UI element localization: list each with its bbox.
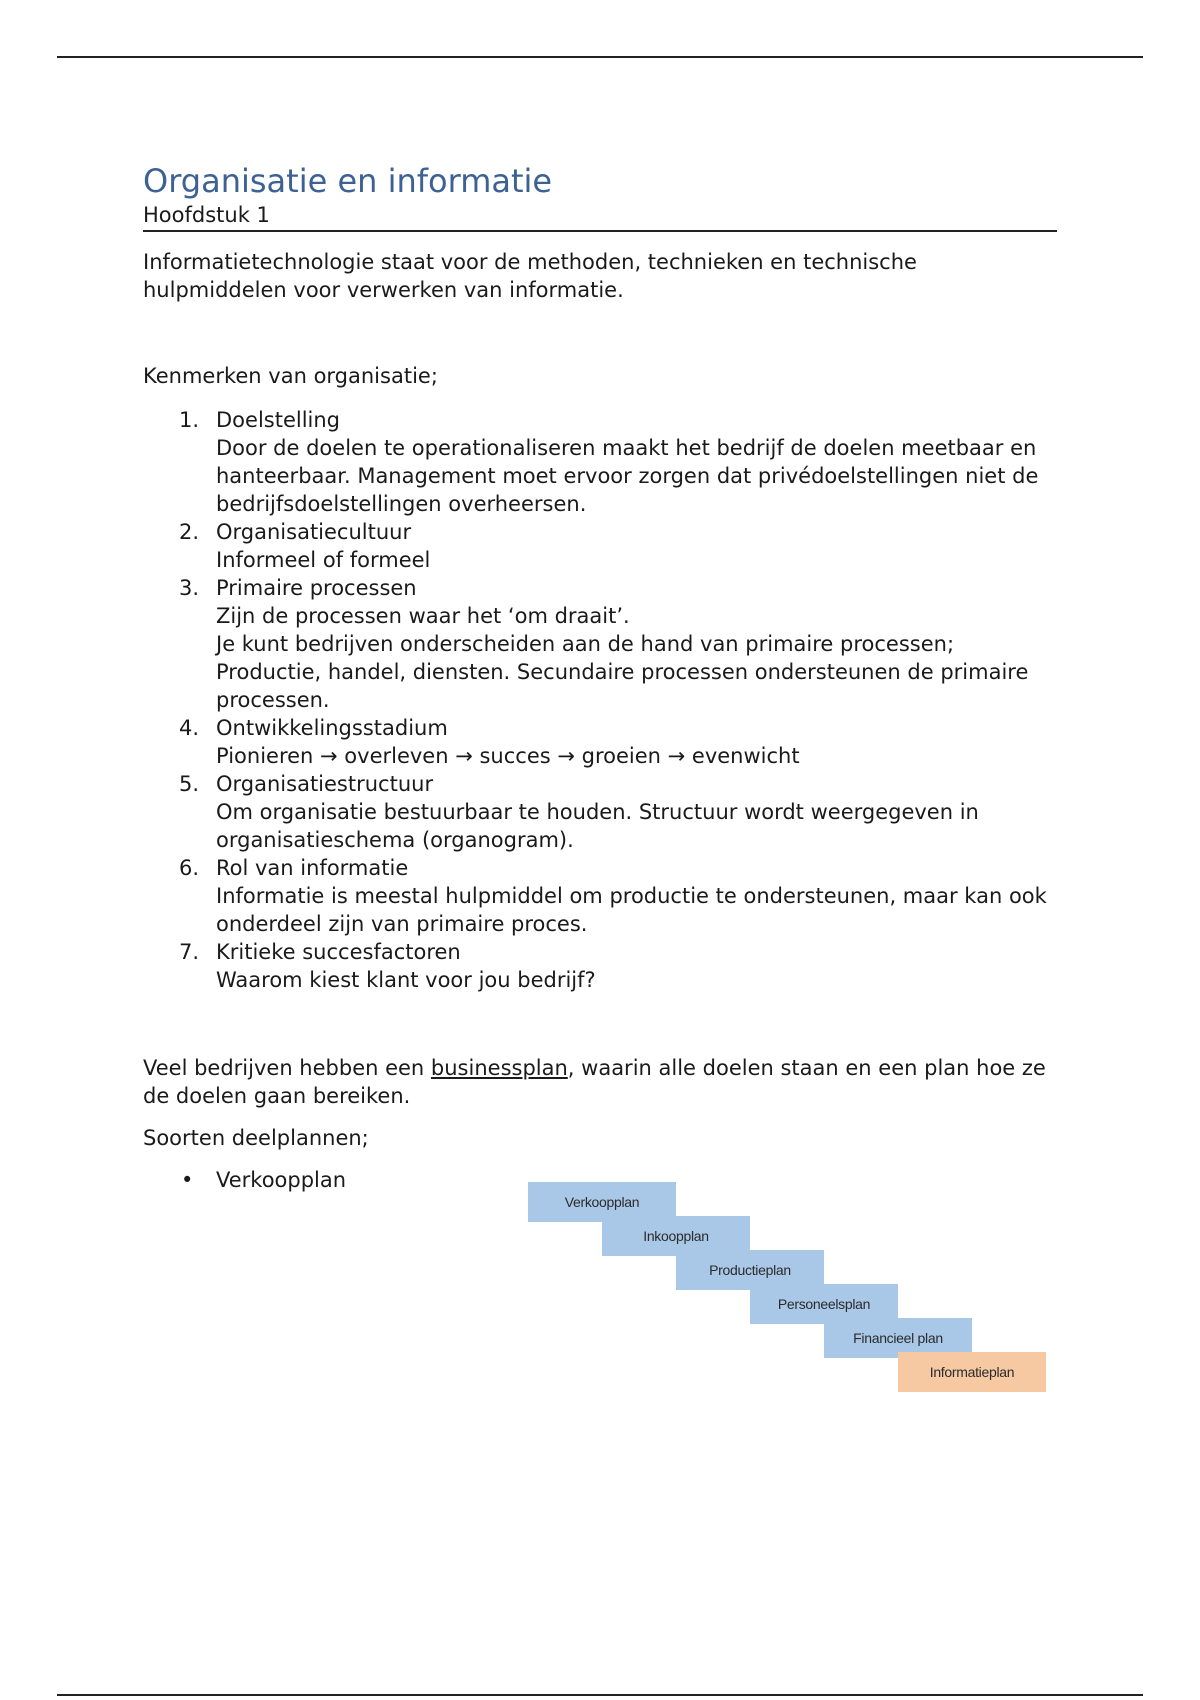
list-item-text: Door de doelen te operationaliseren maakt het bedrijf de doelen meetbaar en hanteerbaar. Management moet ervoor zorgen dat privédoelstellingen niet de bedrijfsdoelstellingen overheersen. — [216, 436, 1039, 516]
list-item — [143, 714, 1057, 770]
list-number: 2. — [179, 520, 200, 544]
intro-paragraph: Informatietechnologie staat voor de methoden, technieken en technische hulpmiddelen voor verwerken van informatie. — [143, 250, 917, 302]
list-item-text: Informatie is meestal hulpmiddel om productie te ondersteunen, maar kan ook onderdeel zijn van primaire proces. — [216, 884, 1047, 936]
plan-box-informatieplan: Informatieplan — [898, 1352, 1046, 1392]
list-item — [143, 938, 1057, 994]
list-item-title: Rol van informatie — [216, 856, 409, 880]
deelplannen-diagram — [528, 1182, 1048, 1398]
list-item-title: Primaire processen — [216, 576, 417, 600]
businessplan-text-pre: Veel bedrijven hebben een — [143, 1056, 431, 1080]
kenmerken-list — [143, 406, 1057, 994]
chapter-subtitle: Hoofdstuk 1 — [143, 202, 1057, 232]
list-number: 7. — [179, 940, 200, 964]
document-body — [143, 162, 1057, 1196]
list-item-text: Waarom kiest klant voor jou bedrijf? — [216, 968, 596, 992]
plan-box-productieplan: Productieplan — [676, 1250, 824, 1290]
list-number: 1. — [179, 408, 200, 432]
list-item — [143, 406, 1057, 518]
list-item — [143, 854, 1057, 938]
list-number: 5. — [179, 772, 200, 796]
list-item — [143, 574, 1057, 714]
list-item — [143, 518, 1057, 574]
plan-box-inkoopplan: Inkoopplan — [602, 1216, 750, 1256]
list-number: 4. — [179, 716, 200, 740]
businessplan-text-post: , waarin alle doelen staan en een plan hoe ze de doelen gaan bereiken. — [143, 1056, 1046, 1108]
list-item-text: Om organisatie bestuurbaar te houden. Structuur wordt weergegeven in organisatieschema (organogram). — [216, 800, 979, 852]
bullet-icon: • — [181, 1168, 194, 1192]
list-item-text: Pionieren → overleven → succes → groeien → evenwicht — [216, 744, 800, 768]
list-item-title: Doelstelling — [216, 408, 341, 432]
list-item-text: Zijn de processen waar het ‘om draait’. — [216, 604, 630, 628]
bullet-text: Verkoopplan — [216, 1168, 347, 1192]
soorten-heading: Soorten deelplannen; — [143, 1126, 369, 1150]
plan-box-financieel-plan: Financieel plan — [824, 1318, 972, 1358]
plan-box-personeelsplan: Personeelsplan — [750, 1284, 898, 1324]
header-rule — [57, 56, 1143, 58]
footer-rule — [57, 1694, 1143, 1696]
list-item — [143, 770, 1057, 854]
list-item-text: Je kunt bedrijven onderscheiden aan de hand van primaire processen; Productie, handel, diensten. Secundaire processen ondersteunen de primaire processen. — [216, 632, 1029, 712]
list-item-title: Kritieke succesfactoren — [216, 940, 461, 964]
list-item-text: Informeel of formeel — [216, 548, 431, 572]
list-item-title: Ontwikkelingsstadium — [216, 716, 448, 740]
kenmerken-heading: Kenmerken van organisatie; — [143, 364, 438, 388]
plan-box-verkoopplan: Verkoopplan — [528, 1182, 676, 1222]
list-item-title: Organisatiestructuur — [216, 772, 434, 796]
list-item-title: Organisatiecultuur — [216, 520, 412, 544]
list-number: 3. — [179, 576, 200, 600]
list-number: 6. — [179, 856, 200, 880]
businessplan-term: businessplan — [430, 1056, 568, 1080]
businessplan-paragraph — [143, 1054, 1057, 1110]
page-title: Organisatie en informatie — [143, 162, 553, 200]
